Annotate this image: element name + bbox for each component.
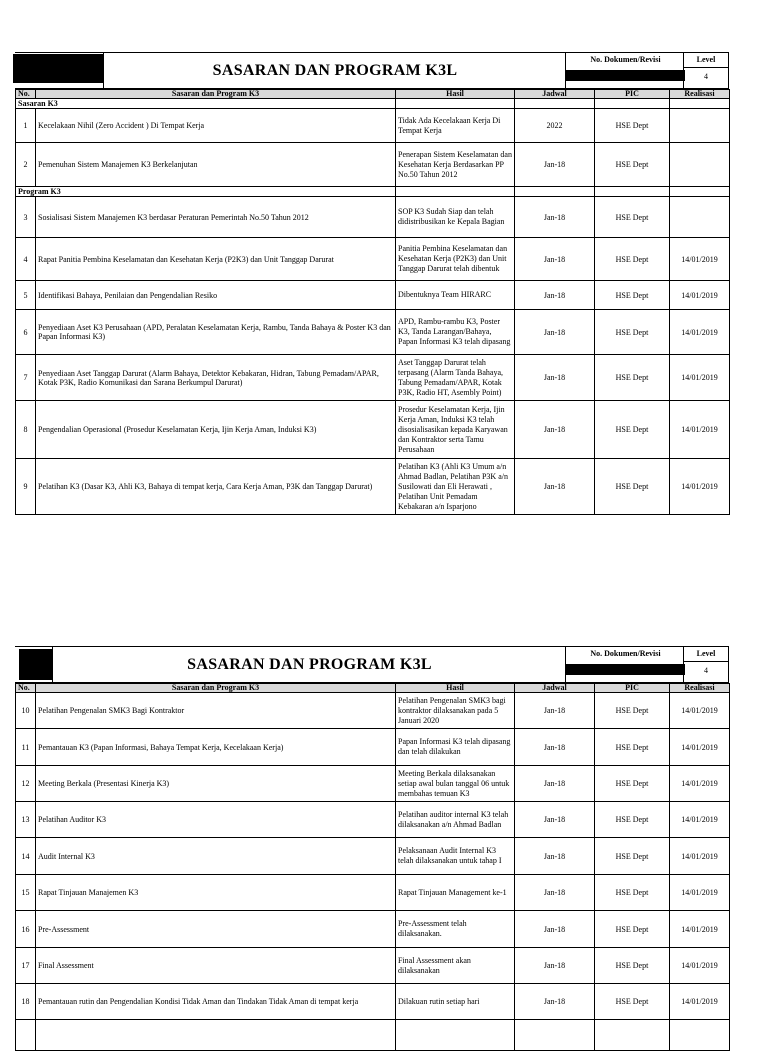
row-pic: HSE Dept (595, 875, 670, 911)
col-header-jadwal: Jadwal (515, 90, 595, 99)
row-jadwal: Jan-18 (515, 729, 595, 766)
table-row (16, 281, 730, 310)
row-realisasi: 14/01/2019 (670, 766, 730, 802)
sheet-header (15, 52, 729, 89)
row-sasaran: Penyediaan Aset Tanggap Darurat (Alarm Bahaya, Detektor Kebakaran, Hidran, Tabung Pemadam/APAR, Kotak P3K, Radio Komunikasi dan Sarana Berkumpul Darurat) (36, 355, 396, 401)
row-hasil: Pelatihan auditor internal K3 telah dilaksanakan a/n Ahmad Badlan (396, 802, 515, 838)
row-number: 12 (16, 766, 36, 802)
doc-number-cell (565, 53, 685, 88)
row-realisasi: 14/01/2019 (670, 459, 730, 515)
row-pic: HSE Dept (595, 281, 670, 310)
row-hasil: Penerapan Sistem Keselamatan dan Kesehatan Kerja Berdasarkan PP No.50 Tahun 2012 (396, 143, 515, 187)
col-header-realisasi: Realisasi (670, 90, 730, 99)
row-jadwal: Jan-18 (515, 197, 595, 238)
row-realisasi: 14/01/2019 (670, 401, 730, 459)
row-sasaran: Sosialisasi Sistem Manajemen K3 berdasar Peraturan Pemerintah No.50 Tahun 2012 (36, 197, 396, 238)
row-hasil: Pelatihan Pengenalan SMK3 bagi kontraktor dilaksanakan pada 5 Januari 2020 (396, 693, 515, 729)
document-title: SASARAN DAN PROGRAM K3L (52, 647, 566, 682)
row-realisasi: 14/01/2019 (670, 693, 730, 729)
row-jadwal: Jan-18 (515, 802, 595, 838)
section-label-sasaran: Sasaran K3 (16, 99, 396, 109)
table-row (16, 238, 730, 281)
row-jadwal: Jan-18 (515, 984, 595, 1020)
level-cell (683, 647, 729, 682)
row-number: 7 (16, 355, 36, 401)
row-sasaran: Pelatihan K3 (Dasar K3, Ahli K3, Bahaya di tempat kerja, Cara Kerja Aman, P3K dan Tanggap Darurat) (36, 459, 396, 515)
row-realisasi: 14/01/2019 (670, 355, 730, 401)
program-table (15, 89, 730, 515)
row-pic: HSE Dept (595, 310, 670, 355)
row-hasil: Rapat Tinjauan Management ke-1 (396, 875, 515, 911)
table-row (16, 802, 730, 838)
row-pic: HSE Dept (595, 355, 670, 401)
row-realisasi: 14/01/2019 (670, 984, 730, 1020)
row-pic: HSE Dept (595, 911, 670, 948)
table-row (16, 693, 730, 729)
row-sasaran: Audit Internal K3 (36, 838, 396, 875)
row-realisasi: 14/01/2019 (670, 802, 730, 838)
col-header-hasil: Hasil (396, 684, 515, 693)
section-row (16, 187, 730, 197)
row-hasil: Pelaksanaan Audit Internal K3 telah dilaksanakan untuk tahap I (396, 838, 515, 875)
table-header-row (16, 684, 730, 693)
row-realisasi: 14/01/2019 (670, 948, 730, 984)
row-jadwal: Jan-18 (515, 238, 595, 281)
row-realisasi: 14/01/2019 (670, 281, 730, 310)
section-row (16, 99, 730, 109)
row-jadwal: Jan-18 (515, 766, 595, 802)
row-pic: HSE Dept (595, 766, 670, 802)
row-jadwal: Jan-18 (515, 355, 595, 401)
table-row (16, 109, 730, 143)
row-pic: HSE Dept (595, 948, 670, 984)
row-sasaran: Rapat Panitia Pembina Keselamatan dan Kesehatan Kerja (P2K3) dan Unit Tanggap Darurat (36, 238, 396, 281)
row-realisasi: 14/01/2019 (670, 875, 730, 911)
row-sasaran: Pemenuhan Sistem Manajemen K3 Berkelanjutan (36, 143, 396, 187)
row-pic: HSE Dept (595, 238, 670, 281)
sheet-page-2 (15, 646, 729, 1051)
row-jadwal: Jan-18 (515, 310, 595, 355)
sheet-page-1 (15, 52, 729, 515)
table-row (16, 729, 730, 766)
row-realisasi: 14/01/2019 (670, 238, 730, 281)
row-hasil: APD, Rambu-rambu K3, Poster K3, Tanda Larangan/Bahaya, Papan Informasi K3 telah dipasang (396, 310, 515, 355)
row-sasaran: Kecelakaan Nihil (Zero Accident ) Di Tempat Kerja (36, 109, 396, 143)
level-value: 4 (704, 666, 708, 675)
row-number: 3 (16, 197, 36, 238)
row-number: 8 (16, 401, 36, 459)
row-number: 6 (16, 310, 36, 355)
row-hasil: Dilakuan rutin setiap hari (396, 984, 515, 1020)
sheet-header (15, 646, 729, 683)
row-realisasi: 14/01/2019 (670, 911, 730, 948)
col-header-pic: PIC (595, 90, 670, 99)
col-header-no: No. (16, 684, 36, 693)
row-sasaran: Pre-Assessment (36, 911, 396, 948)
col-header-pic: PIC (595, 684, 670, 693)
row-sasaran: Penyediaan Aset K3 Perusahaan (APD, Peralatan Keselamatan Kerja, Rambu, Tanda Bahaya & Poster K3 dan Papan Informasi K3) (36, 310, 396, 355)
row-hasil: Papan Informasi K3 telah dipasang dan telah dilakukan (396, 729, 515, 766)
row-pic: HSE Dept (595, 401, 670, 459)
row-jadwal: Jan-18 (515, 143, 595, 187)
row-jadwal: 2022 (515, 109, 595, 143)
level-label: Level (684, 647, 728, 662)
row-hasil: SOP K3 Sudah Siap dan telah didistribusikan ke Kepala Bagian (396, 197, 515, 238)
row-pic: HSE Dept (595, 984, 670, 1020)
row-hasil: Dibentuknya Team HIRARC (396, 281, 515, 310)
table-row (16, 401, 730, 459)
row-sasaran: Pemantauan rutin dan Pengendalian Kondisi Tidak Aman dan Tindakan Tidak Aman di tempat kerja (36, 984, 396, 1020)
row-hasil: Panitia Pembina Keselamatan dan Kesehatan Kerja (P2K3) dan Unit Tanggap Darurat telah dibentuk (396, 238, 515, 281)
row-jadwal: Jan-18 (515, 693, 595, 729)
table-row (16, 984, 730, 1020)
row-realisasi: 14/01/2019 (670, 310, 730, 355)
table-row (16, 355, 730, 401)
row-number: 4 (16, 238, 36, 281)
row-pic: HSE Dept (595, 802, 670, 838)
table-header-row (16, 90, 730, 99)
col-header-realisasi: Realisasi (670, 684, 730, 693)
table-row (16, 948, 730, 984)
doc-number-label: No. Dokumen/Revisi (590, 649, 661, 658)
table-row (16, 310, 730, 355)
table-row (16, 197, 730, 238)
row-number: 9 (16, 459, 36, 515)
row-sasaran: Rapat Tinjauan Manajemen K3 (36, 875, 396, 911)
row-sasaran: Pengendalian Operasional (Prosedur Keselamatan Kerja, Ijin Kerja Aman, Induksi K3) (36, 401, 396, 459)
document-title: SASARAN DAN PROGRAM K3L (103, 53, 566, 88)
row-jadwal: Jan-18 (515, 911, 595, 948)
row-pic: HSE Dept (595, 838, 670, 875)
redacted-logo (13, 54, 103, 83)
level-cell (683, 53, 729, 88)
col-header-sasaran: Sasaran dan Program K3 (36, 90, 396, 99)
row-realisasi: 14/01/2019 (670, 838, 730, 875)
table-row (16, 459, 730, 515)
table-row (16, 1020, 730, 1051)
row-jadwal: Jan-18 (515, 948, 595, 984)
redacted-doc-number (566, 664, 685, 675)
row-realisasi: 14/01/2019 (670, 729, 730, 766)
row-hasil: Pelatihan K3 (Ahli K3 Umum a/n Ahmad Badlan, Pelatihan P3K a/n Susilowati dan Eli Herawati , Pelatihan Unit Pemadam Kebakaran a/n Isparjono (396, 459, 515, 515)
row-number: 5 (16, 281, 36, 310)
row-hasil: Pre-Assessment telah dilaksanakan. (396, 911, 515, 948)
row-number: 2 (16, 143, 36, 187)
col-header-sasaran: Sasaran dan Program K3 (36, 684, 396, 693)
col-header-no: No. (16, 90, 36, 99)
row-pic: HSE Dept (595, 197, 670, 238)
row-sasaran: Pelatihan Pengenalan SMK3 Bagi Kontraktor (36, 693, 396, 729)
level-value: 4 (704, 72, 708, 81)
row-sasaran: Pelatihan Auditor K3 (36, 802, 396, 838)
table-row (16, 143, 730, 187)
redacted-doc-number (566, 70, 685, 81)
col-header-jadwal: Jadwal (515, 684, 595, 693)
row-hasil: Prosedur Keselamatan Kerja, Ijin Kerja Aman, Induksi K3 telah disosialisasikan kepada Karyawan dan Kontraktor serta Tamu Perusahaan (396, 401, 515, 459)
redacted-logo (19, 649, 53, 680)
row-realisasi (670, 143, 730, 187)
row-pic: HSE Dept (595, 693, 670, 729)
row-jadwal: Jan-18 (515, 401, 595, 459)
row-realisasi (670, 109, 730, 143)
row-number: 14 (16, 838, 36, 875)
row-number: 11 (16, 729, 36, 766)
doc-number-cell (565, 647, 685, 682)
row-jadwal: Jan-18 (515, 459, 595, 515)
row-jadwal: Jan-18 (515, 281, 595, 310)
table-row (16, 838, 730, 875)
row-sasaran: Final Assessment (36, 948, 396, 984)
row-hasil: Meeting Berkala dilaksanakan setiap awal bulan tanggal 06 untuk membahas temuan K3 (396, 766, 515, 802)
row-number: 10 (16, 693, 36, 729)
table-row (16, 766, 730, 802)
col-header-hasil: Hasil (396, 90, 515, 99)
row-pic: HSE Dept (595, 459, 670, 515)
row-number: 13 (16, 802, 36, 838)
row-jadwal: Jan-18 (515, 838, 595, 875)
row-number: 16 (16, 911, 36, 948)
doc-number-label: No. Dokumen/Revisi (590, 55, 661, 64)
row-sasaran: Identifikasi Bahaya, Penilaian dan Pengendalian Resiko (36, 281, 396, 310)
row-number: 17 (16, 948, 36, 984)
row-jadwal: Jan-18 (515, 875, 595, 911)
level-label: Level (684, 53, 728, 68)
row-hasil: Tidak Ada Kecelakaan Kerja Di Tempat Kerja (396, 109, 515, 143)
row-number: 15 (16, 875, 36, 911)
row-realisasi (670, 197, 730, 238)
table-row (16, 911, 730, 948)
row-pic: HSE Dept (595, 729, 670, 766)
row-number: 18 (16, 984, 36, 1020)
row-number: 1 (16, 109, 36, 143)
section-label-program: Program K3 (16, 187, 396, 197)
table-row (16, 875, 730, 911)
row-hasil: Aset Tanggap Darurat telah terpasang (Alarm Tanda Bahaya, Tabung Pemadam/APAR, Kotak P3K, Radio HT, Asembly Point) (396, 355, 515, 401)
row-sasaran: Pemantauan K3 (Papan Informasi, Bahaya Tempat Kerja, Kecelakaan Kerja) (36, 729, 396, 766)
program-table (15, 683, 730, 1051)
row-pic: HSE Dept (595, 143, 670, 187)
row-hasil: Final Assessment akan dilaksanakan (396, 948, 515, 984)
row-pic: HSE Dept (595, 109, 670, 143)
row-sasaran: Meeting Berkala (Presentasi Kinerja K3) (36, 766, 396, 802)
